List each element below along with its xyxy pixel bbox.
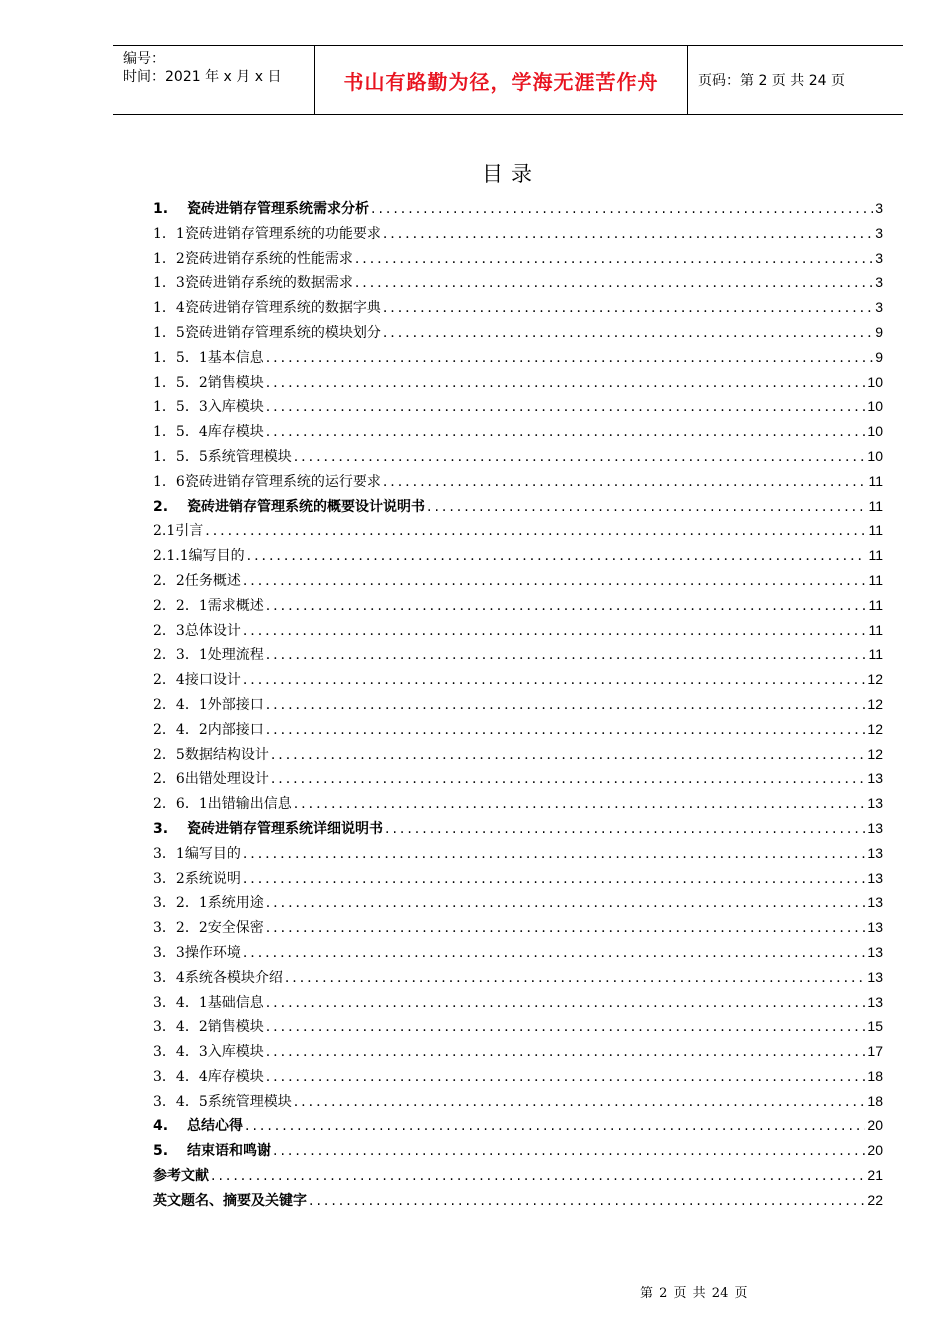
- toc-entry-title: 库存模块: [207, 1068, 264, 1085]
- toc-entry[interactable]: [153, 322, 883, 347]
- toc-dot-leader: [266, 920, 866, 936]
- toc-entry-title: 瓷砖进销存管理系统的运行要求: [184, 473, 381, 490]
- toc-entry[interactable]: [153, 446, 883, 471]
- toc-dot-leader: [245, 1118, 865, 1134]
- toc-entry-page: 12: [867, 695, 883, 712]
- toc-dot-leader: [243, 945, 866, 961]
- toc-entry[interactable]: [153, 694, 883, 719]
- toc-dot-leader: [205, 523, 866, 539]
- toc-entry-title: 系统说明: [184, 870, 241, 887]
- toc-entry-page: 13: [867, 819, 883, 836]
- toc-entry-number: 2．3: [153, 622, 185, 639]
- toc-entry[interactable]: [153, 520, 883, 545]
- toc-entry-page: 13: [867, 968, 883, 985]
- toc-entry-page: 13: [867, 795, 883, 812]
- toc-entry[interactable]: [153, 620, 883, 645]
- toc-entry-title: 系统管理模块: [207, 1093, 292, 1110]
- toc-entry-page: 11: [868, 497, 883, 514]
- toc-entry-number: 1．4: [153, 300, 185, 317]
- toc-entry[interactable]: [153, 545, 883, 570]
- toc-entry-number: 1．5．1: [153, 349, 208, 366]
- toc-entry-title: 参考文献: [153, 1168, 209, 1185]
- toc-entry[interactable]: [153, 272, 883, 297]
- header-page-label: 页码：第 2 页 共 24 页: [698, 73, 845, 89]
- toc-entry-title: 基本信息: [207, 349, 264, 366]
- toc-entry-title: 瓷砖进销存系统的数据需求: [184, 275, 353, 292]
- toc-entry[interactable]: [153, 1066, 883, 1091]
- toc-entry-number: 1．5．3: [153, 399, 208, 416]
- toc-entry-title: 外部接口: [207, 696, 264, 713]
- toc-entry-number: 3．4．5: [153, 1093, 208, 1110]
- toc-entry-number: 1．5．5: [153, 448, 208, 465]
- toc-entry-title: 瓷砖进销存系统的性能需求: [184, 250, 353, 267]
- toc-entry-page: 3: [875, 274, 883, 291]
- toc-dot-leader: [266, 995, 866, 1011]
- toc-dot-leader: [243, 672, 866, 688]
- toc-entry[interactable]: [153, 942, 883, 967]
- toc-entry[interactable]: [153, 644, 883, 669]
- toc-entry[interactable]: [153, 347, 883, 372]
- toc-entry-page: 9: [875, 323, 883, 340]
- toc-entry-title: 基础信息: [207, 994, 264, 1011]
- header-number-label: 编号：: [123, 51, 165, 67]
- toc-entry-page: 12: [867, 671, 883, 688]
- toc-entry[interactable]: [153, 1140, 883, 1165]
- toc-entry[interactable]: [153, 496, 883, 521]
- toc-entry-number: 3．4．1: [153, 994, 208, 1011]
- toc-entry-title: 瓷砖进销存管理系统的数据字典: [184, 300, 381, 317]
- toc-entry-title: 系统用途: [207, 895, 264, 912]
- toc-entry-number: 5.: [153, 1143, 169, 1160]
- toc-entry-number: 1．5．2: [153, 374, 208, 391]
- page-title: 目录: [482, 162, 540, 186]
- toc-dot-leader: [247, 548, 867, 564]
- toc-entry-title: 编写目的: [188, 548, 245, 565]
- toc-dot-leader: [266, 424, 866, 440]
- toc-entry-title: 总体设计: [184, 622, 241, 639]
- toc-entry-title: 库存模块: [207, 424, 264, 441]
- toc-entry-page: 13: [867, 919, 883, 936]
- toc-entry[interactable]: [153, 372, 883, 397]
- toc-entry-number: 3．4．3: [153, 1044, 208, 1061]
- toc-dot-leader: [355, 251, 873, 267]
- toc-entry-title: 瓷砖进销存管理系统的模块划分: [184, 324, 381, 341]
- toc-entry-title: 瓷砖进销存管理系统的功能要求: [184, 225, 381, 242]
- toc-entry-page: 11: [868, 596, 883, 613]
- toc-entry-number: 4.: [153, 1118, 169, 1135]
- toc-dot-leader: [309, 1193, 865, 1209]
- toc-entry[interactable]: [153, 396, 883, 421]
- header-time-label: 时间：2021 年 x 月 x 日: [123, 69, 282, 85]
- toc-entry-number: 2．2: [153, 572, 185, 589]
- toc-entry-page: 17: [867, 1043, 883, 1060]
- toc-dot-leader: [427, 499, 866, 515]
- toc-entry[interactable]: [153, 669, 883, 694]
- toc-entry[interactable]: [153, 892, 883, 917]
- toc-entry-title: 瓷砖进销存管理系统的概要设计说明书: [187, 498, 425, 515]
- toc-entry-number: 2．4．1: [153, 696, 208, 713]
- toc-entry-page: 20: [867, 1142, 883, 1159]
- page-header: [113, 45, 903, 115]
- toc-entry-page: 10: [867, 447, 883, 464]
- toc-dot-leader: [385, 821, 865, 837]
- toc-entry[interactable]: [153, 570, 883, 595]
- toc-entry-page: 18: [867, 1067, 883, 1084]
- toc-entry-number: 1．5．4: [153, 424, 208, 441]
- toc-dot-leader: [294, 449, 866, 465]
- toc-entry-number: 2.1.1: [153, 548, 189, 565]
- toc-entry-page: 13: [867, 770, 883, 787]
- toc-entry-title: 结束语和鸣谢: [187, 1143, 271, 1160]
- toc-entry-page: 10: [867, 398, 883, 415]
- toc-entry-title: 瓷砖进销存管理系统需求分析: [187, 201, 369, 217]
- toc-entry[interactable]: [153, 223, 883, 248]
- toc-entry-page: 3: [875, 200, 883, 216]
- toc-entry-number: 2．6．1: [153, 796, 208, 813]
- toc-entry-title: 需求概述: [207, 597, 264, 614]
- toc-dot-leader: [271, 747, 866, 763]
- toc-dot-leader: [273, 1143, 865, 1159]
- toc-entry[interactable]: [153, 768, 883, 793]
- toc-entry[interactable]: [153, 992, 883, 1017]
- toc-entry-number: 2．4: [153, 672, 185, 689]
- toc-dot-leader: [383, 300, 873, 316]
- toc-dot-leader: [285, 970, 866, 986]
- toc-entry-page: 15: [867, 1018, 883, 1035]
- toc-entry-page: 22: [867, 1191, 883, 1208]
- toc-entry-number: 1．5: [153, 324, 185, 341]
- toc-dot-leader: [243, 871, 866, 887]
- toc-entry-title: 处理流程: [207, 647, 264, 664]
- toc-entry[interactable]: [153, 248, 883, 273]
- toc-entry-title: 入库模块: [207, 399, 264, 416]
- header-meta: [113, 46, 315, 114]
- toc-dot-leader: [211, 1168, 865, 1184]
- toc-entry-title: 销售模块: [207, 374, 264, 391]
- toc-entry-page: 9: [875, 348, 883, 365]
- toc-entry-page: 10: [867, 373, 883, 390]
- toc-entry-page: 13: [867, 993, 883, 1010]
- toc-entry-page: 13: [867, 894, 883, 911]
- toc-entry-number: 1．1: [153, 225, 185, 242]
- toc-entry[interactable]: [153, 818, 883, 843]
- toc-entry-number: 1．3: [153, 275, 185, 292]
- table-of-contents: [153, 198, 883, 1215]
- toc-entry-page: 11: [868, 646, 883, 663]
- toc-entry-number: 3．2．1: [153, 895, 208, 912]
- toc-entry-number: 2．3．1: [153, 647, 208, 664]
- toc-dot-leader: [383, 474, 867, 490]
- toc-dot-leader: [271, 771, 866, 787]
- toc-entry-number: 2.: [153, 498, 169, 515]
- toc-dot-leader: [383, 226, 873, 242]
- toc-entry-title: 销售模块: [207, 1019, 264, 1036]
- header-motto: 书山有路勤为径，学海无涯苦作舟: [315, 46, 688, 114]
- toc-entry[interactable]: [153, 595, 883, 620]
- toc-entry[interactable]: [153, 719, 883, 744]
- toc-entry-page: 20: [867, 1117, 883, 1134]
- toc-entry-title: 接口设计: [184, 672, 241, 689]
- toc-entry-number: 2．2．1: [153, 597, 208, 614]
- toc-entry-title: 安全保密: [207, 920, 264, 937]
- toc-entry-title: 系统管理模块: [207, 448, 292, 465]
- toc-entry-page: 11: [868, 571, 883, 588]
- toc-entry[interactable]: [153, 421, 883, 446]
- toc-entry-title: 任务概述: [184, 572, 241, 589]
- toc-entry-number: 3.: [153, 820, 169, 837]
- toc-entry-number: 2.1: [153, 523, 176, 540]
- toc-entry-title: 瓷砖进销存管理系统详细说明书: [187, 820, 383, 837]
- toc-dot-leader: [266, 1069, 866, 1085]
- toc-entry-title: 出错输出信息: [207, 796, 292, 813]
- toc-entry-page: 18: [867, 1092, 883, 1109]
- toc-entry-title: 数据结构设计: [184, 746, 269, 763]
- toc-entry[interactable]: [153, 1016, 883, 1041]
- toc-entry[interactable]: [153, 967, 883, 992]
- toc-entry-title: 引言: [175, 523, 204, 540]
- toc-entry[interactable]: [153, 744, 883, 769]
- toc-entry-number: 3．4．4: [153, 1068, 208, 1085]
- toc-entry-page: 11: [868, 621, 883, 638]
- toc-entry-number: 2．5: [153, 746, 185, 763]
- toc-entry-title: 内部接口: [207, 721, 264, 738]
- toc-entry[interactable]: [153, 1041, 883, 1066]
- toc-dot-leader: [371, 201, 873, 217]
- toc-dot-leader: [266, 399, 866, 415]
- toc-dot-leader: [243, 573, 867, 589]
- toc-entry-page: 11: [868, 547, 883, 564]
- toc-entry-page: 13: [867, 869, 883, 886]
- toc-entry[interactable]: [153, 1165, 883, 1190]
- toc-entry-title: 总结心得: [187, 1118, 243, 1135]
- toc-entry-number: 3．3: [153, 944, 185, 961]
- toc-entry-page: 21: [867, 1167, 883, 1184]
- toc-dot-leader: [383, 325, 873, 341]
- toc-dot-leader: [266, 697, 866, 713]
- toc-entry-number: 2．6: [153, 771, 185, 788]
- toc-entry-number: 1．2: [153, 250, 185, 267]
- toc-entry[interactable]: [153, 198, 883, 223]
- toc-entry[interactable]: [153, 917, 883, 942]
- toc-dot-leader: [266, 647, 867, 663]
- toc-entry-number: 1．6: [153, 473, 185, 490]
- toc-entry-page: 10: [867, 423, 883, 440]
- toc-dot-leader: [266, 375, 866, 391]
- toc-entry-page: 12: [867, 720, 883, 737]
- toc-entry-number: 2．4．2: [153, 721, 208, 738]
- toc-entry-page: 13: [867, 943, 883, 960]
- toc-entry[interactable]: [153, 1091, 883, 1116]
- page-footer: 第 2 页 共 24 页: [640, 1286, 748, 1301]
- toc-entry[interactable]: [153, 1115, 883, 1140]
- toc-entry-number: 1.: [153, 201, 169, 217]
- toc-entry-number: 3．4．2: [153, 1019, 208, 1036]
- toc-dot-leader: [266, 722, 866, 738]
- toc-entry-page: 3: [875, 249, 883, 266]
- toc-dot-leader: [266, 598, 867, 614]
- toc-entry-title: 英文题名、摘要及关键字: [153, 1192, 307, 1209]
- toc-entry-number: 3．2: [153, 870, 185, 887]
- toc-entry-number: 3．4: [153, 969, 185, 986]
- toc-entry[interactable]: [153, 843, 883, 868]
- toc-entry[interactable]: [153, 297, 883, 322]
- toc-dot-leader: [266, 1044, 866, 1060]
- toc-entry-title: 编写目的: [184, 845, 241, 862]
- toc-dot-leader: [294, 796, 866, 812]
- toc-entry[interactable]: [153, 793, 883, 818]
- toc-entry-page: 11: [868, 522, 883, 539]
- toc-entry-page: 12: [867, 745, 883, 762]
- toc-dot-leader: [243, 846, 866, 862]
- toc-entry-number: 3．1: [153, 845, 185, 862]
- toc-entry[interactable]: [153, 868, 883, 893]
- toc-entry-page: 11: [868, 472, 883, 489]
- toc-entry-title: 入库模块: [207, 1044, 264, 1061]
- toc-entry-title: 操作环境: [184, 944, 241, 961]
- toc-entry-number: 3．2．2: [153, 920, 208, 937]
- toc-dot-leader: [266, 1019, 866, 1035]
- toc-dot-leader: [294, 1094, 866, 1110]
- toc-entry-title: 系统各模块介绍: [184, 969, 283, 986]
- toc-entry-page: 3: [875, 299, 883, 316]
- toc-entry-page: 3: [875, 224, 883, 241]
- toc-dot-leader: [266, 350, 873, 366]
- toc-entry-title: 出错处理设计: [184, 771, 269, 788]
- toc-entry[interactable]: [153, 1190, 883, 1215]
- toc-dot-leader: [243, 623, 867, 639]
- toc-entry[interactable]: [153, 471, 883, 496]
- toc-entry-page: 13: [867, 844, 883, 861]
- toc-dot-leader: [355, 275, 873, 291]
- toc-dot-leader: [266, 895, 866, 911]
